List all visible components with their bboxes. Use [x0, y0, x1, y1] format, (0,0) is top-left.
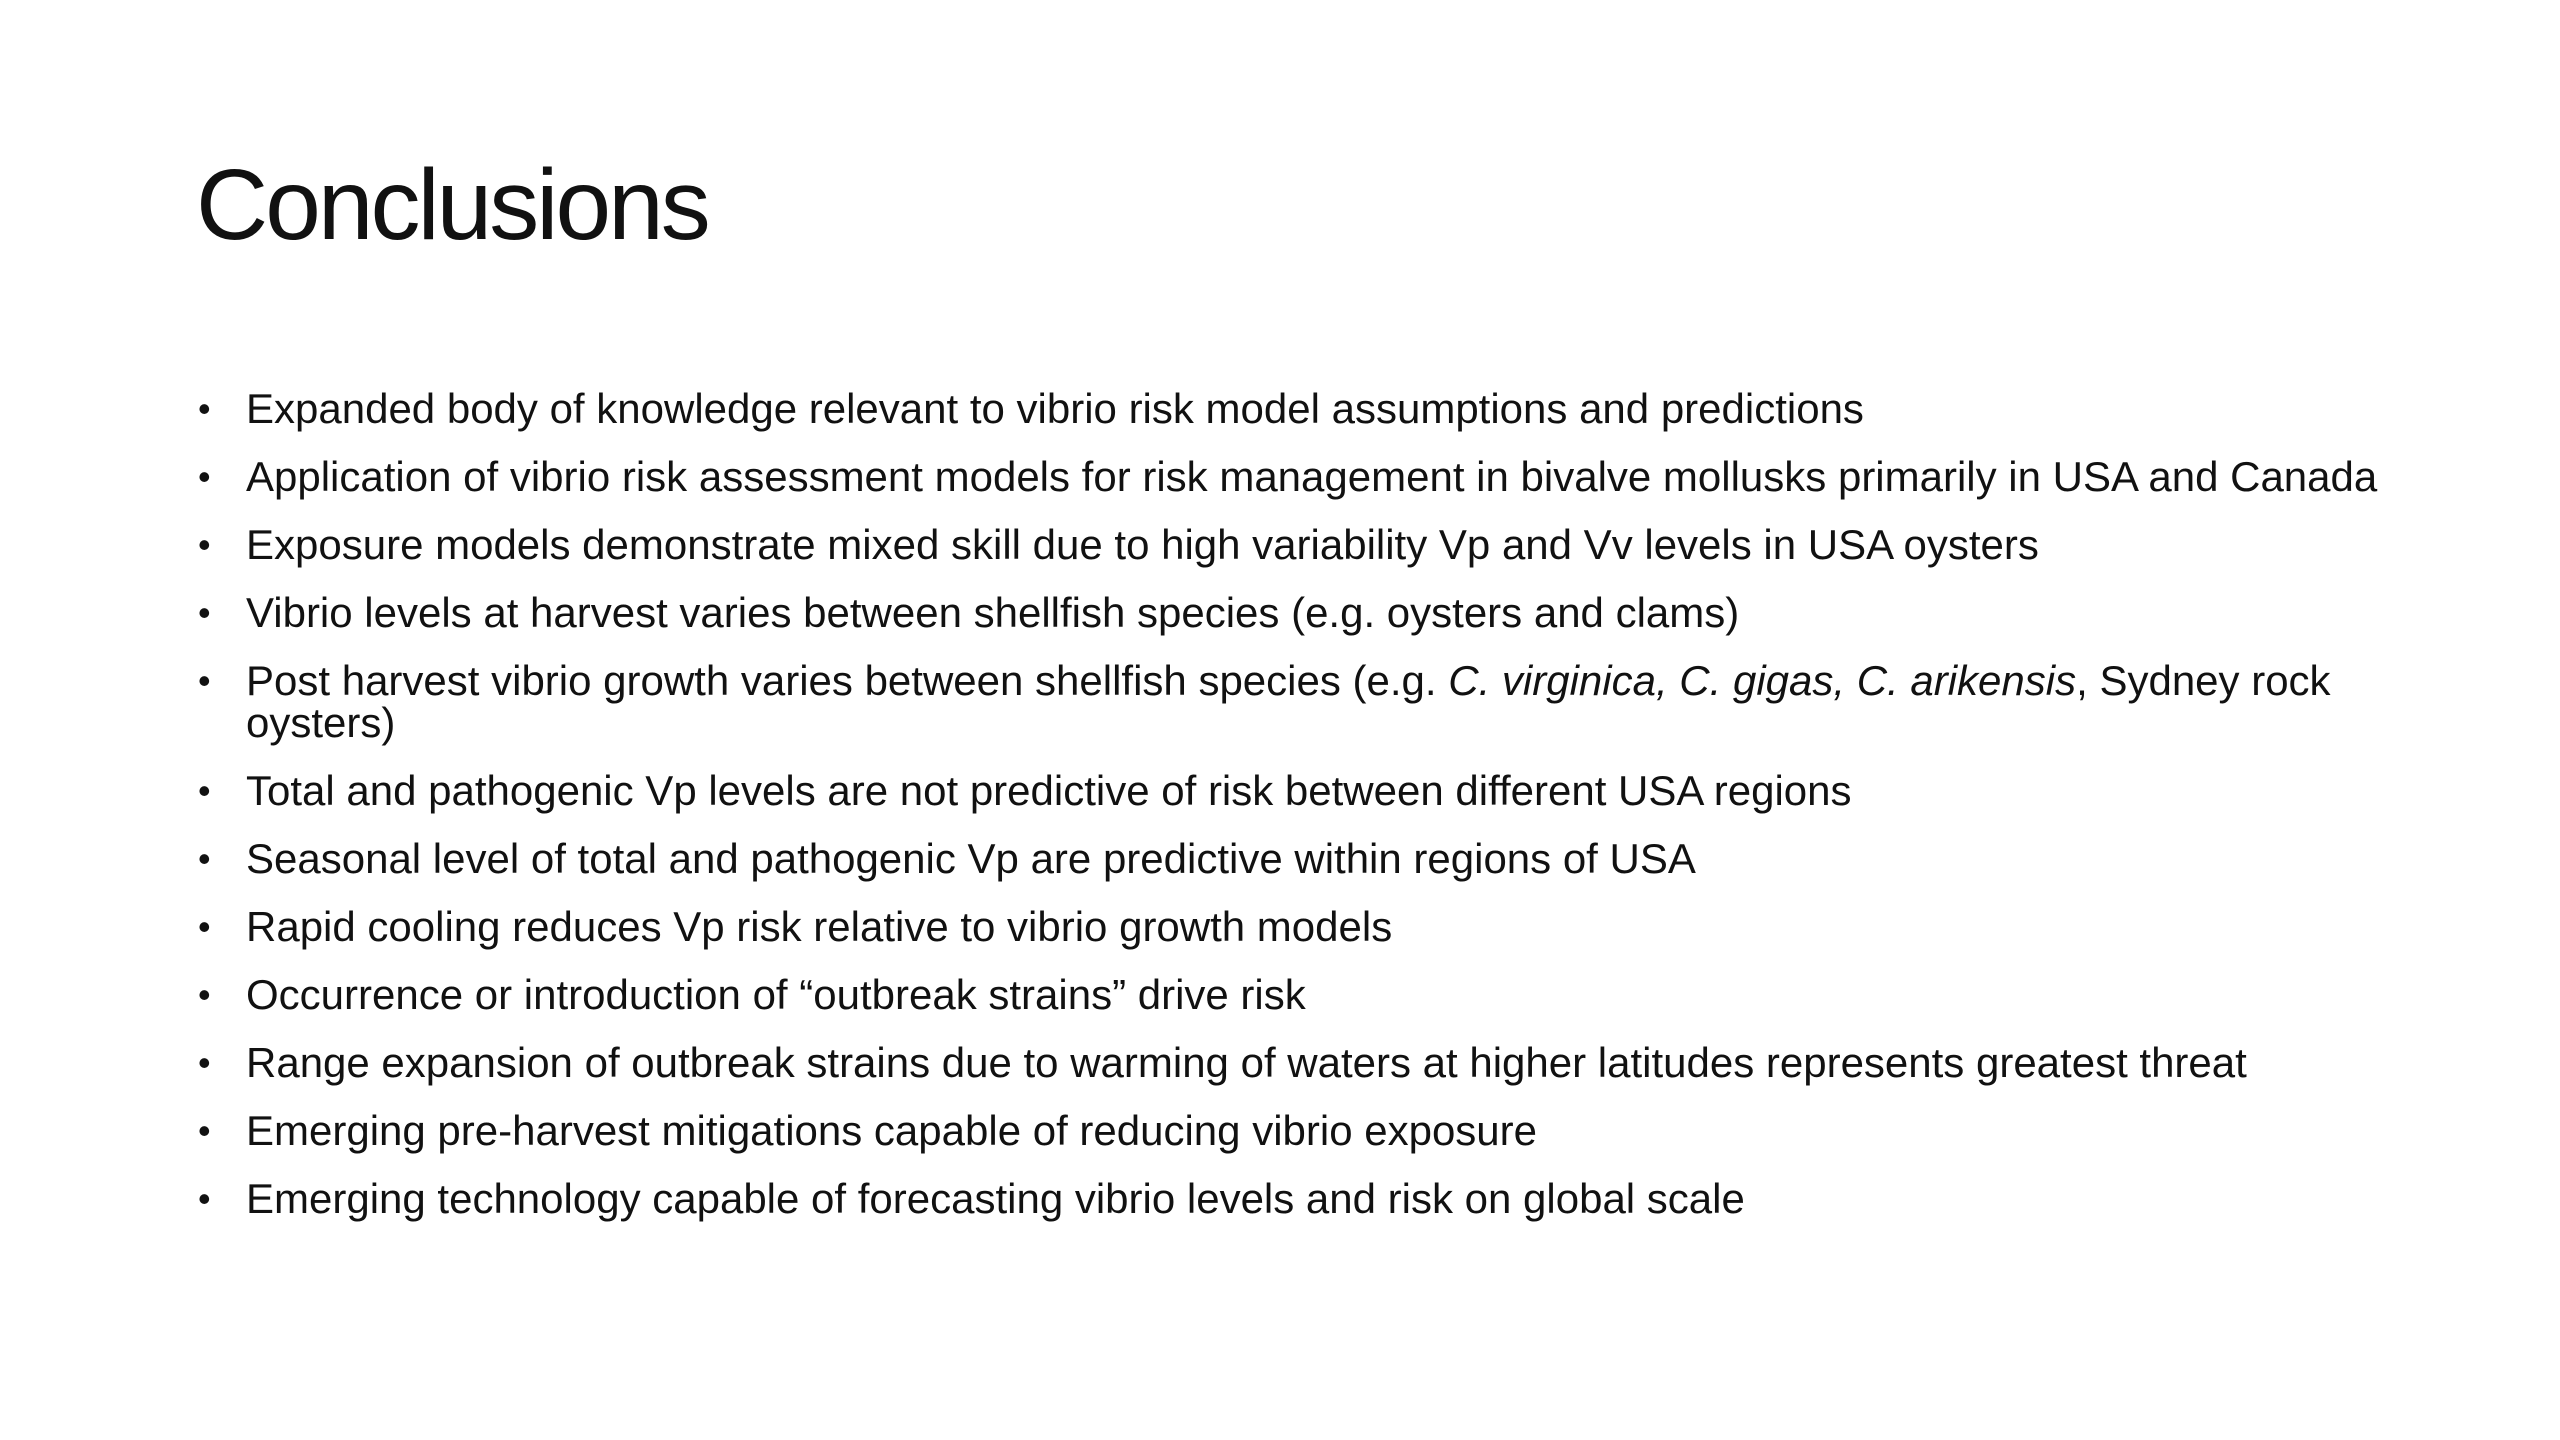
list-item [196, 589, 2426, 636]
bullet-text: Seasonal level of total and pathogenic Vp are predictive within regions of USA [246, 835, 1696, 882]
bullet-text: Range expansion of outbreak strains due to warming of waters at higher latitudes represents greatest threat [246, 1039, 2247, 1086]
bullet-text: Exposure models demonstrate mixed skill due to high variability Vp and Vv levels in USA oysters [246, 521, 2039, 568]
bullet-icon: • [198, 838, 211, 879]
bullet-text: Emerging technology capable of forecasting vibrio levels and risk on global scale [246, 1175, 1745, 1222]
bullet-icon: • [198, 1110, 211, 1151]
bullet-icon: • [198, 592, 211, 633]
list-item [196, 1039, 2426, 1086]
list-item [196, 1175, 2426, 1222]
list-item [196, 971, 2426, 1018]
bullet-text-part: , Sydney rock oysters) [246, 657, 2331, 746]
bullet-text: Application of vibrio risk assessment models for risk management in bivalve mollusks primarily in USA and Canada [246, 453, 2378, 500]
list-item [196, 521, 2426, 568]
bullet-icon: • [198, 456, 211, 497]
list-item [196, 657, 2426, 746]
list-item [196, 453, 2426, 500]
list-item [196, 767, 2426, 814]
list-item [196, 1107, 2426, 1154]
bullet-text: Rapid cooling reduces Vp risk relative to vibrio growth models [246, 903, 1393, 950]
bullet-icon: • [198, 906, 211, 947]
bullet-text: Expanded body of knowledge relevant to vibrio risk model assumptions and predictions [246, 385, 1864, 432]
bullet-text: Total and pathogenic Vp levels are not predictive of risk between different USA regions [246, 767, 1852, 814]
bullet-icon: • [198, 660, 211, 701]
bullet-text-part: Post harvest vibrio growth varies between shellfish species (e.g. [246, 657, 1449, 704]
bullet-text [246, 657, 2426, 746]
list-item [196, 385, 2426, 432]
slide-title: Conclusions [196, 149, 708, 261]
bullet-icon: • [198, 770, 211, 811]
bullet-text: Emerging pre-harvest mitigations capable of reducing vibrio exposure [246, 1107, 1538, 1154]
bullet-text: Vibrio levels at harvest varies between shellfish species (e.g. oysters and clams) [246, 589, 1740, 636]
list-item [196, 835, 2426, 882]
bullet-list [196, 385, 2426, 1246]
bullet-icon: • [198, 1042, 211, 1083]
bullet-text: Occurrence or introduction of “outbreak strains” drive risk [246, 971, 1306, 1018]
bullet-icon: • [198, 388, 211, 429]
bullet-icon: • [198, 524, 211, 565]
bullet-icon: • [198, 1178, 211, 1219]
bullet-icon: • [198, 974, 211, 1015]
species-names-italic: C. virginica, C. gigas, C. arikensis [1448, 657, 2077, 704]
list-item [196, 903, 2426, 950]
